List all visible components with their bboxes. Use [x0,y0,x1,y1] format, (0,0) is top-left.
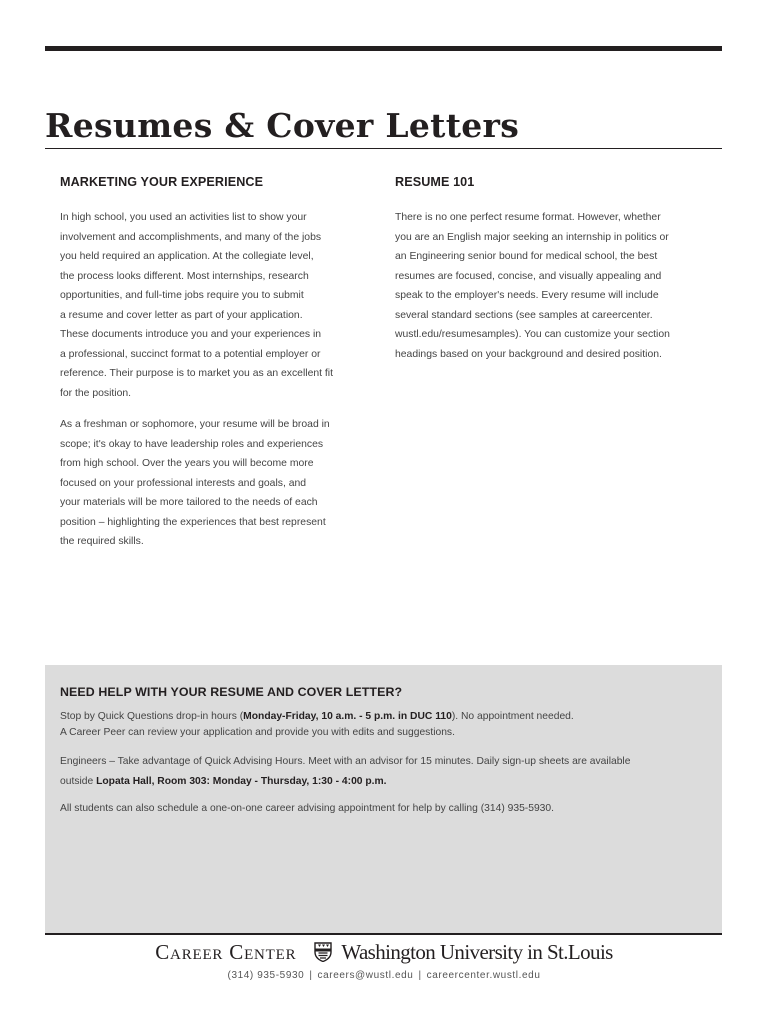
appointment-paragraph: All students can also schedule a one-on-one career advising appointment for help by calling (314) 935-5930. [60,803,554,814]
marketing-experience-section [60,170,372,564]
footer-separator: | [309,970,313,981]
page-title: Resumes & Cover Letters [45,106,520,145]
quick-questions-text: Stop by Quick Questions drop-in hours ( [60,711,244,722]
footer-contact [0,970,768,981]
title-rule [45,148,722,149]
help-box-heading: NEED HELP WITH YOUR RESUME AND COVER LETTER? [60,685,403,699]
engineers-text: Engineers – Take advantage of Quick Advising Hours. Meet with an advisor for 15 minutes. Daily sign-up sheets are available outside [60,756,631,787]
quick-questions-hours: Monday-Friday, 10 a.m. - 5 p.m. in DUC 110 [243,711,452,722]
engineers-hours: Lopata Hall, Room 303: Monday - Thursday, 1:30 - 4:00 p.m. [96,775,387,787]
footer-email-link[interactable]: careers@wustl.edu [317,970,414,981]
engineers-paragraph [60,752,715,791]
resume-101-section [395,170,707,376]
resume-101-paragraph: There is no one perfect resume format. However, whether you are an English major seeking an internship in politics or an Engineering senior bound for medical school, the best resumes are focused, concise, and visually appealing and speak to the employer's needs. Every resume will include several standard sections (see samples at careercenter. wustl.edu/resumesamples). You can customize your section headings based on your background and desired position. [395,212,670,360]
footer-logo [0,940,768,965]
resume-101-heading: RESUME 101 [395,175,475,189]
university-shield-icon [314,942,332,962]
bottom-rule [45,933,722,935]
help-box [45,665,722,933]
quick-questions-note: ). No appointment needed. A Career Peer can review your application and provide you with edits and suggestions. [60,711,574,738]
marketing-paragraph-1: In high school, you used an activities list to show your involvement and accomplishments, and many of the jobs you held required an application. At the collegiate level, the process looks different. Most internships, research opportunities, and full-time jobs require you to submit a resume and cover letter as part of your application. These documents introduce you and your experiences in a professional, succinct format to a potential employer or reference. Their purpose is to market you as an excellent fit for the position. [60,212,333,399]
marketing-paragraph-2: As a freshman or sophomore, your resume will be broad in scope; it's okay to have leadership roles and experiences from high school. Over the years you will become more focused on your professional interests and goals, and your materials will be more tailored to the needs of each position – highlighting the experiences that best represent the required skills. [60,419,330,547]
career-center-wordmark: Career Center [155,940,297,964]
marketing-experience-heading: MARKETING YOUR EXPERIENCE [60,175,264,189]
top-rule [45,46,722,51]
university-wordmark: Washington University in St.Louis [341,940,613,964]
quick-questions-paragraph [60,709,715,740]
footer-separator: | [418,970,422,981]
footer-phone: (314) 935-5930 [227,970,305,981]
footer-website-link[interactable]: careercenter.wustl.edu [426,970,541,981]
